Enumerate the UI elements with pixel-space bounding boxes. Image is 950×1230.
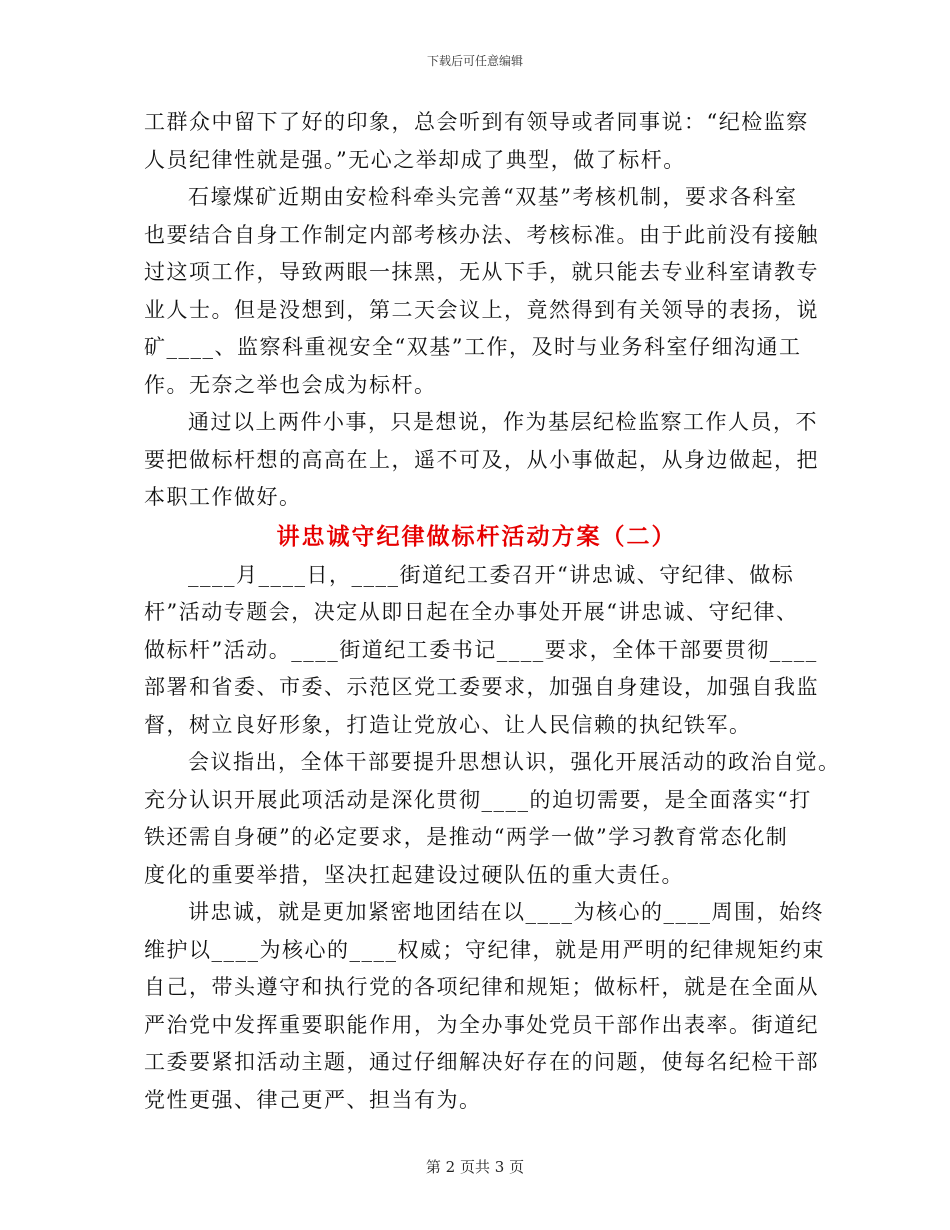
- text-line: 要把做标杆想的高高在上，遥不可及，从小事做起，从身边做起，把: [144, 447, 819, 472]
- text-line: 党性更强、律己更严、担当有为。: [144, 1087, 482, 1112]
- text-line: 部署和省委、市委、示范区党工委要求，加强自身建设，加强自我监: [144, 675, 819, 699]
- text-line: 充分认识开展此项活动是深化贯彻____的迫切需要，是全面落实“打: [144, 787, 812, 812]
- text-line: 督，树立良好形象，打造让党放心、让人民信赖的执纪铁军。: [144, 712, 752, 737]
- text-line: 本职工作做好。: [144, 485, 302, 509]
- document-body: [144, 104, 841, 1119]
- text-line: 矿____、监察科重视安全“双基”工作，及时与业务科室仔细沟通工: [144, 335, 802, 359]
- text-line: 做标杆”活动。____街道纪工委书记____要求，全体干部要贯彻____: [144, 637, 818, 662]
- text-line: 维护以____为核心的____权威；守纪律，就是用严明的纪律规矩约束: [144, 937, 825, 962]
- text-line: 铁还需自身硬”的必定要求，是推动“两学一做”学习教育常态化制: [144, 825, 789, 849]
- text-line: 度化的重要举措，坚决扛起建设过硬队伍的重大责任。: [144, 862, 684, 887]
- text-line: 过这项工作，导致两眼一抹黑，无从下手，就只能去专业科室请教专: [144, 260, 819, 284]
- text-line: 会议指出，全体干部要提升思想认识，强化开展活动的政治自觉。: [188, 750, 841, 774]
- text-line: 工群众中留下了好的印象，总会听到有领导或者同事说：“纪检监察: [144, 110, 809, 134]
- text-line: 也要结合自身工作制定内部考核办法、考核标准。由于此前没有接触: [144, 222, 819, 247]
- text-line: 通过以上两件小事，只是想说，作为基层纪检监察工作人员，不: [188, 410, 818, 434]
- page-header: 下载后可任意编辑: [426, 54, 523, 68]
- text-line: 作。无奈之举也会成为标杆。: [144, 372, 437, 397]
- section-1: [144, 104, 819, 517]
- text-line: 业人士。但是没想到，第二天会议上，竟然得到有关领导的表扬，说: [144, 297, 819, 322]
- text-line: 石壕煤矿近期由安检科牵头完善“双基”考核机制，要求各科室: [188, 185, 798, 209]
- section-2: [144, 557, 841, 1120]
- text-line: 人员纪律性就是强。”无心之举却成了典型，做了标杆。: [144, 147, 686, 172]
- text-line: 杆”活动专题会，决定从即日起在全办事处开展“讲忠诚、守纪律、: [144, 600, 799, 624]
- text-line: 严治党中发挥重要职能作用，为全办事处党员干部作出表率。街道纪: [144, 1012, 819, 1037]
- text-line: 工委要紧扣活动主题，通过仔细解决好存在的问题，使每名纪检干部: [144, 1050, 819, 1074]
- text-line: 自己，带头遵守和执行党的各项纪律和规矩；做标杆，就是在全面从: [144, 975, 819, 999]
- section-title: 讲忠诚守纪律做标杆活动方案（二）: [276, 523, 677, 550]
- text-line: 讲忠诚，就是更加紧密地团结在以____为核心的____周围，始终: [188, 900, 824, 924]
- page-footer: 第 2 页共 3 页: [425, 1158, 525, 1176]
- text-line: ____月____日，____街道纪工委召开“讲忠诚、守纪律、做标: [188, 562, 795, 587]
